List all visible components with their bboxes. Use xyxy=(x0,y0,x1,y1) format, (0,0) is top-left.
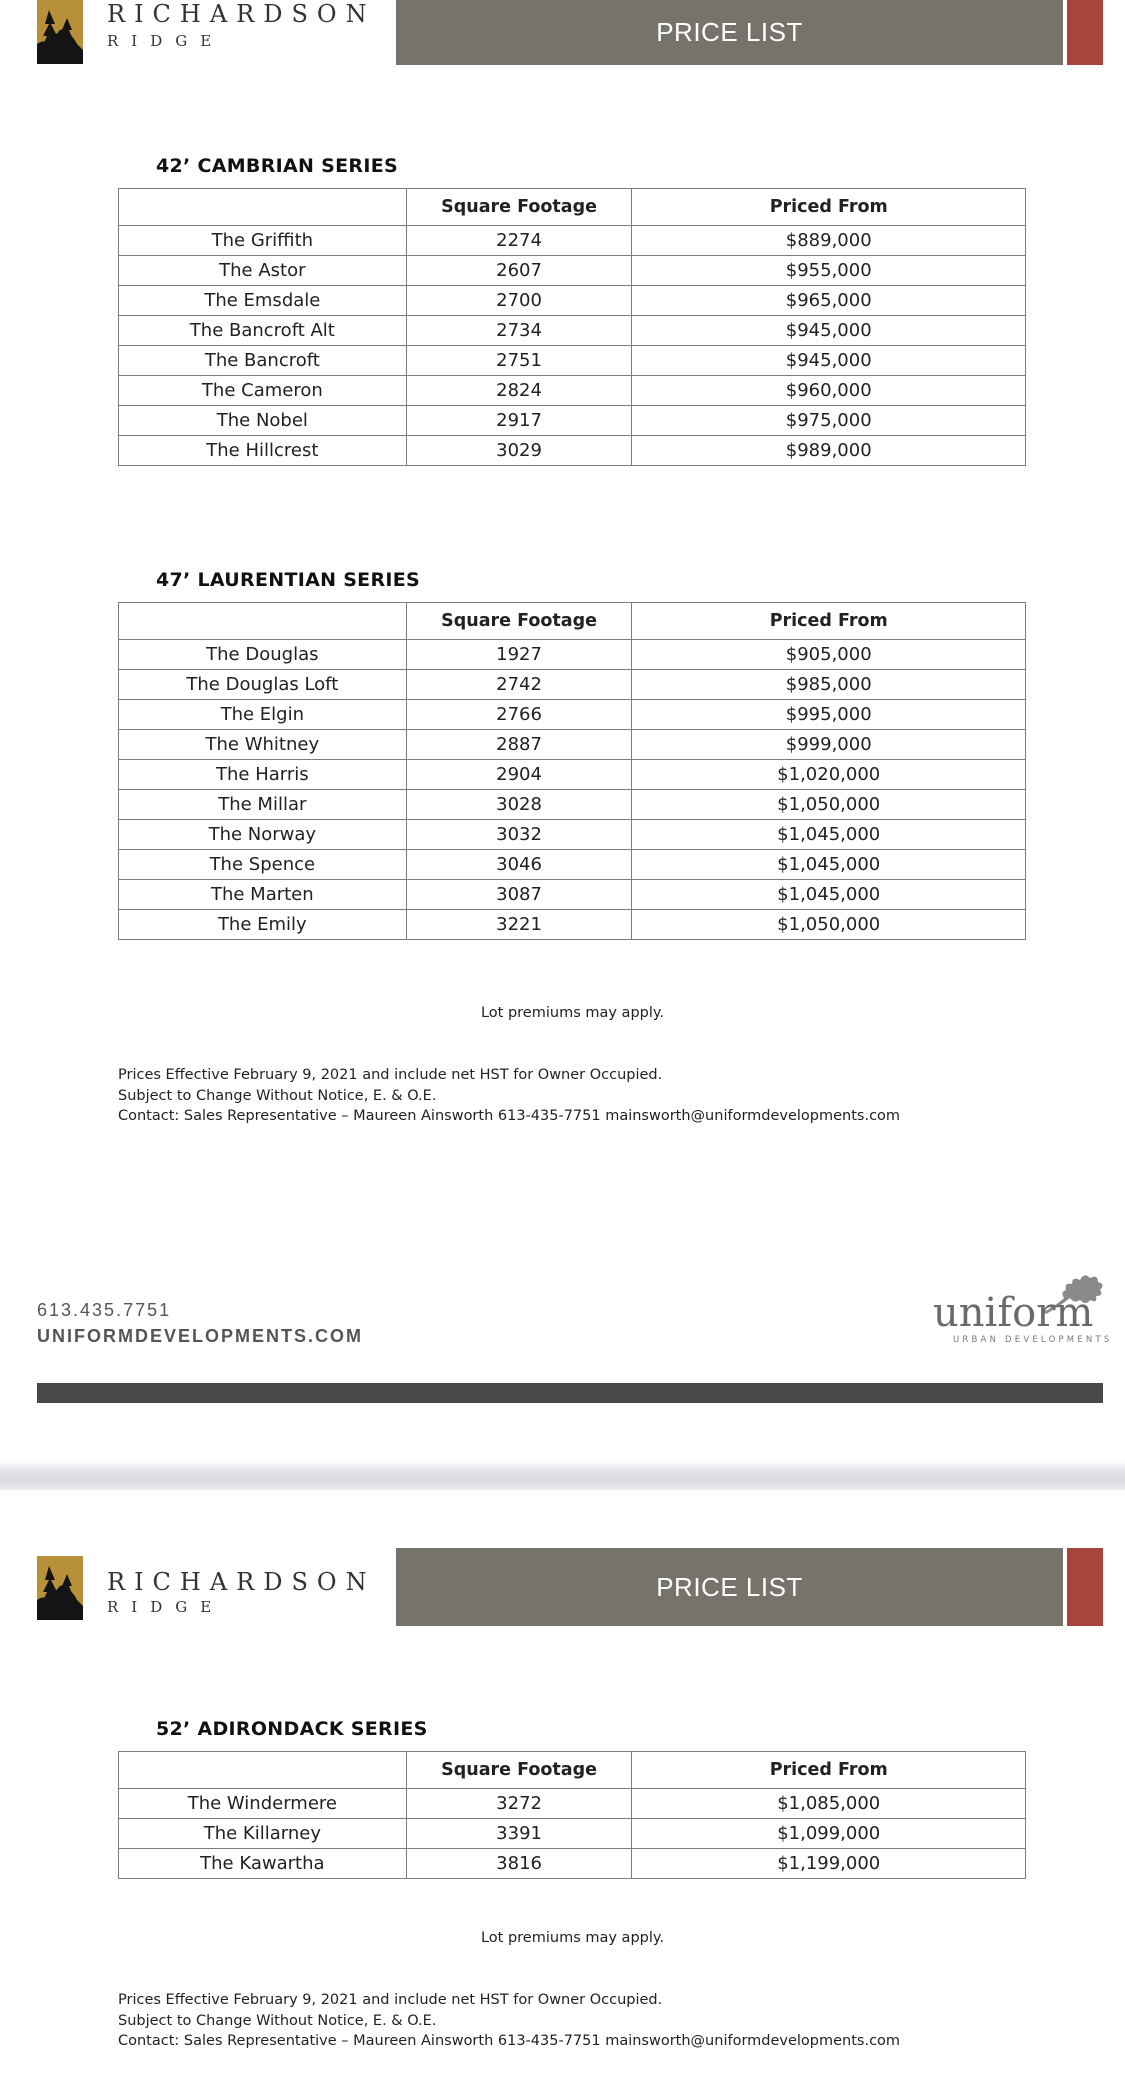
sqft-cell: 2824 xyxy=(406,376,632,406)
brand-sub: RIDGE xyxy=(107,32,225,50)
column-header-sqft: Square Footage xyxy=(406,603,632,640)
model-name-cell: The Douglas Loft xyxy=(119,670,407,700)
table-row xyxy=(119,346,1026,376)
price-cell: $1,020,000 xyxy=(632,760,1026,790)
lot-premiums-note: Lot premiums may apply. xyxy=(480,1930,665,1946)
model-name-cell: The Nobel xyxy=(119,406,407,436)
column-header-price: Priced From xyxy=(632,603,1026,640)
sqft-cell: 3391 xyxy=(406,1819,632,1849)
model-name-cell: The Killarney xyxy=(119,1819,407,1849)
richardson-ridge-logo xyxy=(37,1556,376,1620)
model-name-cell: The Kawartha xyxy=(119,1849,407,1879)
model-name-cell: The Bancroft Alt xyxy=(119,316,407,346)
price-cell: $945,000 xyxy=(632,316,1026,346)
price-cell: $965,000 xyxy=(632,286,1026,316)
model-name-cell: The Harris xyxy=(119,760,407,790)
sqft-cell: 2734 xyxy=(406,316,632,346)
table-header-row xyxy=(119,603,1026,640)
sqft-cell: 3046 xyxy=(406,850,632,880)
table-row xyxy=(119,406,1026,436)
uniform-logo xyxy=(930,1268,1113,1348)
price-cell: $1,099,000 xyxy=(632,1819,1026,1849)
table-row xyxy=(119,256,1026,286)
table-row xyxy=(119,226,1026,256)
model-name-cell: The Norway xyxy=(119,820,407,850)
price-cell: $975,000 xyxy=(632,406,1026,436)
column-header-model xyxy=(119,1752,407,1789)
table-row xyxy=(119,1789,1026,1819)
sqft-cell: 2274 xyxy=(406,226,632,256)
sqft-cell: 1927 xyxy=(406,640,632,670)
sqft-cell: 2742 xyxy=(406,670,632,700)
table-row xyxy=(119,670,1026,700)
table-row xyxy=(119,850,1026,880)
model-name-cell: The Griffith xyxy=(119,226,407,256)
table-row xyxy=(119,880,1026,910)
price-table-adirondack xyxy=(118,1751,1026,1879)
sqft-cell: 2766 xyxy=(406,700,632,730)
table-row xyxy=(119,910,1026,940)
footer-website: UNIFORMDEVELOPMENTS.COM xyxy=(37,1326,364,1346)
price-cell: $1,050,000 xyxy=(632,790,1026,820)
sqft-cell: 3032 xyxy=(406,820,632,850)
table-row xyxy=(119,376,1026,406)
table-header-row xyxy=(119,1752,1026,1789)
tree-logo-icon xyxy=(37,0,83,64)
column-header-model xyxy=(119,189,407,226)
price-cell: $889,000 xyxy=(632,226,1026,256)
sqft-cell: 2607 xyxy=(406,256,632,286)
tree-logo-icon xyxy=(37,1556,83,1620)
column-header-price: Priced From xyxy=(632,1752,1026,1789)
effective-date-text: Prices Effective February 9, 2021 and include net HST for Owner Occupied. xyxy=(118,1992,663,2008)
model-name-cell: The Windermere xyxy=(119,1789,407,1819)
footer-rule xyxy=(37,1383,1103,1403)
table-row xyxy=(119,790,1026,820)
price-cell: $960,000 xyxy=(632,376,1026,406)
model-name-cell: The Cameron xyxy=(119,376,407,406)
sqft-cell: 2751 xyxy=(406,346,632,376)
column-header-model xyxy=(119,603,407,640)
disclaimer-block xyxy=(118,1990,900,2052)
price-table-laurentian xyxy=(118,602,1026,940)
sqft-cell: 3029 xyxy=(406,436,632,466)
table-row xyxy=(119,316,1026,346)
column-header-sqft: Square Footage xyxy=(406,1752,632,1789)
accent-bar xyxy=(1067,0,1103,65)
model-name-cell: The Whitney xyxy=(119,730,407,760)
price-cell: $1,045,000 xyxy=(632,880,1026,910)
uniform-wordmark: uniform xyxy=(933,1290,1094,1336)
column-header-sqft: Square Footage xyxy=(406,189,632,226)
richardson-ridge-logo xyxy=(37,0,376,64)
model-name-cell: The Astor xyxy=(119,256,407,286)
table-row xyxy=(119,640,1026,670)
sqft-cell: 3028 xyxy=(406,790,632,820)
model-name-cell: The Emily xyxy=(119,910,407,940)
sqft-cell: 3221 xyxy=(406,910,632,940)
table-row xyxy=(119,700,1026,730)
model-name-cell: The Bancroft xyxy=(119,346,407,376)
table-row xyxy=(119,730,1026,760)
effective-date-text: Prices Effective February 9, 2021 and include net HST for Owner Occupied. xyxy=(118,1067,663,1083)
price-list-banner: PRICE LIST xyxy=(396,1548,1063,1626)
price-cell: $1,045,000 xyxy=(632,850,1026,880)
accent-bar xyxy=(1067,1548,1103,1626)
page-separator xyxy=(0,1462,1125,1490)
sqft-cell: 3272 xyxy=(406,1789,632,1819)
price-cell: $1,050,000 xyxy=(632,910,1026,940)
series-title-laurentian: 47’ LAURENTIAN SERIES xyxy=(156,569,421,591)
sqft-cell: 2700 xyxy=(406,286,632,316)
series-title-cambrian: 42’ CAMBRIAN SERIES xyxy=(156,155,398,177)
model-name-cell: The Douglas xyxy=(119,640,407,670)
table-row xyxy=(119,1849,1026,1879)
sqft-cell: 3087 xyxy=(406,880,632,910)
model-name-cell: The Spence xyxy=(119,850,407,880)
price-cell: $945,000 xyxy=(632,346,1026,376)
price-cell: $999,000 xyxy=(632,730,1026,760)
sqft-cell: 2904 xyxy=(406,760,632,790)
lot-premiums-note: Lot premiums may apply. xyxy=(480,1005,665,1021)
price-cell: $905,000 xyxy=(632,640,1026,670)
price-cell: $1,199,000 xyxy=(632,1849,1026,1879)
sqft-cell: 3816 xyxy=(406,1849,632,1879)
price-cell: $989,000 xyxy=(632,436,1026,466)
table-row xyxy=(119,760,1026,790)
table-row xyxy=(119,820,1026,850)
footer-phone: 613.435.7751 xyxy=(37,1300,172,1320)
column-header-price: Priced From xyxy=(632,189,1026,226)
contact-text: Contact: Sales Representative – Maureen Ainsworth 613-435-7751 mainsworth@uniformdevelopments.com xyxy=(118,2033,901,2049)
price-cell: $1,045,000 xyxy=(632,820,1026,850)
price-cell: $985,000 xyxy=(632,670,1026,700)
brand-sub: RIDGE xyxy=(107,1598,225,1616)
sqft-cell: 2887 xyxy=(406,730,632,760)
price-cell: $995,000 xyxy=(632,700,1026,730)
series-title-adirondack: 52’ ADIRONDACK SERIES xyxy=(156,1718,428,1740)
subject-to-change-text: Subject to Change Without Notice, E. & O.E. xyxy=(118,1087,437,1104)
table-row xyxy=(119,436,1026,466)
contact-text: Contact: Sales Representative – Maureen Ainsworth 613-435-7751 mainsworth@uniformdevelopments.com xyxy=(118,1108,901,1124)
price-cell: $1,085,000 xyxy=(632,1789,1026,1819)
sqft-cell: 2917 xyxy=(406,406,632,436)
brand-name: RICHARDSON xyxy=(107,1568,376,1596)
uniform-subtitle: URBAN DEVELOPMENTS xyxy=(953,1335,1113,1345)
model-name-cell: The Millar xyxy=(119,790,407,820)
model-name-cell: The Elgin xyxy=(119,700,407,730)
price-table-cambrian xyxy=(118,188,1026,466)
price-cell: $955,000 xyxy=(632,256,1026,286)
subject-to-change-text: Subject to Change Without Notice, E. & O.E. xyxy=(118,2012,437,2029)
table-row xyxy=(119,1819,1026,1849)
model-name-cell: The Emsdale xyxy=(119,286,407,316)
price-list-page-2 xyxy=(0,1490,1125,2087)
model-name-cell: The Hillcrest xyxy=(119,436,407,466)
disclaimer-block xyxy=(118,1065,900,1127)
table-row xyxy=(119,286,1026,316)
brand-name: RICHARDSON xyxy=(107,0,376,28)
price-list-banner: PRICE LIST xyxy=(396,0,1063,65)
table-header-row xyxy=(119,189,1026,226)
model-name-cell: The Marten xyxy=(119,880,407,910)
